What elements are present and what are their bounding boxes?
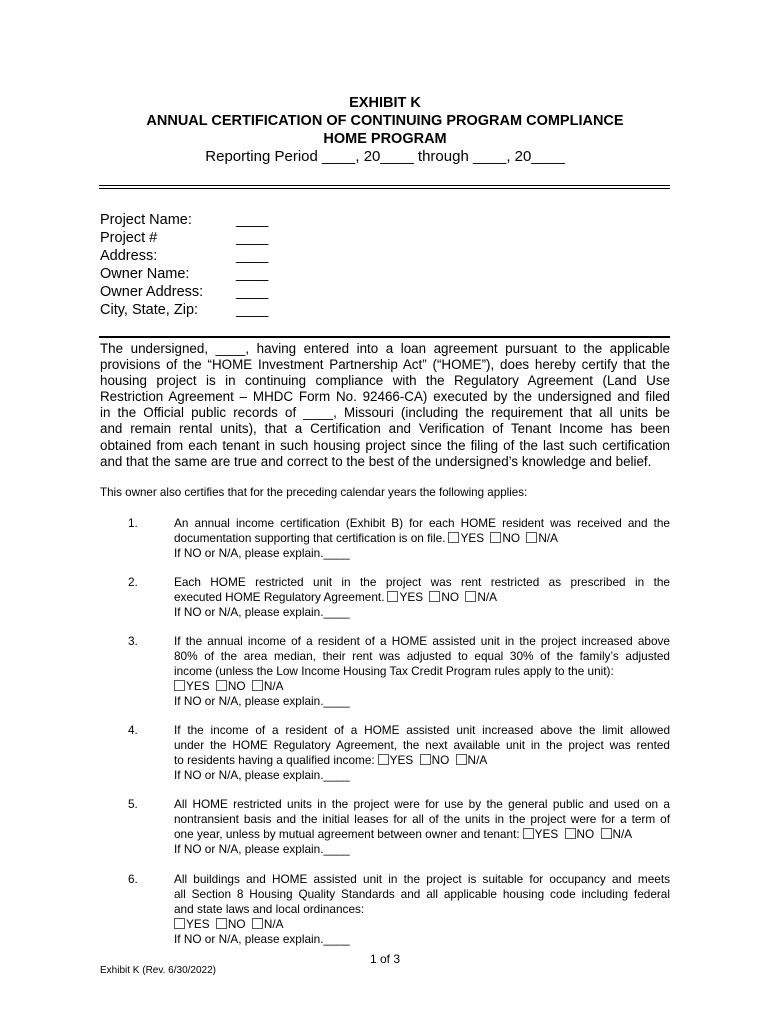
field-owner-name-label: Owner Name: bbox=[100, 266, 190, 282]
item-5 bbox=[174, 797, 670, 857]
na-label: N/A bbox=[477, 590, 498, 604]
na-label: N/A bbox=[263, 679, 284, 693]
item-text: under the HOME Regulatory Agreement, the next available unit in the project was rented bbox=[174, 738, 670, 752]
na-label: N/A bbox=[538, 531, 559, 545]
explain-text[interactable]: If NO or N/A, please explain.____ bbox=[174, 932, 350, 946]
yes-label: YES bbox=[389, 753, 414, 767]
field-project-name-value[interactable]: ____ bbox=[236, 212, 269, 228]
item-text: All HOME restricted units in the project were for use by the general public and used on a bbox=[174, 797, 670, 811]
item-number: 6. bbox=[128, 872, 138, 886]
yes-label: YES bbox=[186, 679, 210, 693]
no-checkbox[interactable] bbox=[565, 828, 576, 839]
statement-line: provisions of the “HOME Investment Partnership Act” (“HOME”), does hereby certify that the bbox=[100, 357, 670, 373]
explain-text[interactable]: If NO or N/A, please explain.____ bbox=[174, 546, 350, 560]
program-name: HOME PROGRAM bbox=[323, 131, 447, 147]
item-text: All buildings and HOME assisted unit in the project is suitable for occupancy and meets bbox=[174, 872, 670, 886]
yes-label: YES bbox=[534, 827, 559, 841]
item-text: executed HOME Regulatory Agreement. bbox=[174, 590, 385, 604]
item-6 bbox=[174, 872, 670, 947]
no-checkbox[interactable] bbox=[429, 591, 440, 602]
na-checkbox[interactable] bbox=[252, 918, 263, 929]
item-2 bbox=[174, 575, 670, 620]
item-3 bbox=[174, 634, 670, 709]
item-text: If the income of a resident of a HOME assisted unit increased above the limit allowed bbox=[174, 723, 670, 737]
yes-checkbox[interactable] bbox=[523, 828, 534, 839]
item-4 bbox=[174, 723, 670, 783]
no-label: NO bbox=[502, 531, 521, 545]
item-text: An annual income certification (Exhibit B) for each HOME resident was received and the bbox=[174, 516, 670, 530]
no-label: NO bbox=[227, 917, 246, 931]
yes-checkbox[interactable] bbox=[174, 918, 185, 929]
explain-text[interactable]: If NO or N/A, please explain.____ bbox=[174, 605, 350, 619]
options-row bbox=[174, 679, 670, 694]
no-checkbox[interactable] bbox=[216, 918, 227, 929]
item-number: 3. bbox=[128, 634, 138, 648]
statement-line: obtained from each tenant in such housing project since the filing of the last such certification bbox=[100, 437, 670, 453]
item-1 bbox=[174, 516, 670, 561]
item-text-with-options bbox=[174, 590, 670, 605]
yes-checkbox[interactable] bbox=[448, 532, 459, 543]
no-checkbox[interactable] bbox=[490, 532, 501, 543]
item-text: documentation supporting that certification is on file. bbox=[174, 531, 446, 545]
na-checkbox[interactable] bbox=[252, 680, 263, 691]
exhibit-label: EXHIBIT K bbox=[349, 95, 421, 111]
item-number: 5. bbox=[128, 797, 138, 811]
na-checkbox[interactable] bbox=[601, 828, 612, 839]
no-checkbox[interactable] bbox=[216, 680, 227, 691]
item-number: 2. bbox=[128, 575, 138, 589]
statement-line: and that the same are true and correct to the best of the undersigned’s knowledge and belief. bbox=[100, 453, 652, 469]
field-owner-address-label: Owner Address: bbox=[100, 284, 204, 300]
explain-text[interactable]: If NO or N/A, please explain.____ bbox=[174, 694, 350, 708]
options-row bbox=[174, 917, 670, 932]
item-text-with-options bbox=[174, 827, 670, 842]
no-label: NO bbox=[441, 590, 460, 604]
statement-rule bbox=[99, 336, 670, 338]
explain-text[interactable]: If NO or N/A, please explain.____ bbox=[174, 842, 350, 856]
intro-text: This owner also certifies that for the preceding calendar years the following applies: bbox=[100, 486, 528, 499]
field-city-state-zip-label: City, State, Zip: bbox=[100, 302, 199, 318]
document-title: ANNUAL CERTIFICATION OF CONTINUING PROGRAM COMPLIANCE bbox=[146, 113, 624, 129]
item-text: and state laws and local ordinances: bbox=[174, 902, 365, 916]
no-label: NO bbox=[431, 753, 450, 767]
page-number: 1 of 3 bbox=[369, 952, 401, 966]
field-address-label: Address: bbox=[100, 248, 158, 264]
na-label: N/A bbox=[467, 753, 488, 767]
field-address-value[interactable]: ____ bbox=[236, 248, 269, 264]
yes-label: YES bbox=[399, 590, 424, 604]
statement-line: in the Official public records of ____, Missouri (including the requirement that all units be bbox=[100, 405, 670, 421]
item-text: income (unless the Low Income Housing Tax Credit Program rules apply to the unit): bbox=[174, 664, 614, 678]
header-rule-bottom bbox=[99, 188, 670, 189]
na-checkbox[interactable] bbox=[456, 754, 467, 765]
field-project-name-label: Project Name: bbox=[100, 212, 192, 228]
field-project-number-value[interactable]: ____ bbox=[236, 230, 269, 246]
item-text: Each HOME restricted unit in the project was rent restricted as prescribed in the bbox=[174, 575, 670, 589]
reporting-period: Reporting Period ____, 20____ through ____, 20____ bbox=[205, 148, 565, 165]
yes-label: YES bbox=[186, 917, 210, 931]
field-project-number-label: Project # bbox=[100, 230, 158, 246]
field-owner-address-value[interactable]: ____ bbox=[236, 284, 269, 300]
yes-checkbox[interactable] bbox=[378, 754, 389, 765]
no-label: NO bbox=[227, 679, 246, 693]
item-text: 80% of the area median, their rent was adjusted to equal 30% of the family’s adjusted bbox=[174, 649, 670, 663]
field-owner-name-value[interactable]: ____ bbox=[236, 266, 269, 282]
item-text: If the annual income of a resident of a HOME assisted unit in the project increased above bbox=[174, 634, 670, 648]
na-checkbox[interactable] bbox=[526, 532, 537, 543]
statement-line: and remain rental units), that a Certification and Verification of Tenant Income has been bbox=[100, 421, 670, 437]
yes-label: YES bbox=[460, 531, 485, 545]
statement-line: housing project is in continuing compliance with the Regulatory Agreement (Land Use bbox=[100, 373, 670, 389]
item-number: 1. bbox=[128, 516, 138, 530]
certification-statement bbox=[100, 341, 670, 470]
item-text: to residents having a qualified income: bbox=[174, 753, 375, 767]
item-text: all Section 8 Housing Quality Standards and all applicable housing code including federal bbox=[174, 887, 670, 901]
na-label: N/A bbox=[612, 827, 633, 841]
na-label: N/A bbox=[263, 917, 284, 931]
statement-line: Restriction Agreement – MHDC Form No. 92466-CA) executed by the undersigned and filed bbox=[100, 389, 670, 405]
statement-line: The undersigned, ____, having entered into a loan agreement pursuant to the applicable bbox=[100, 341, 670, 356]
item-text: nontransient basis and the initial leases for all of the units in the project were for a term of bbox=[174, 812, 670, 826]
item-text-with-options bbox=[174, 531, 670, 546]
field-city-state-zip-value[interactable]: ____ bbox=[236, 302, 269, 318]
explain-text[interactable]: If NO or N/A, please explain.____ bbox=[174, 768, 350, 782]
na-checkbox[interactable] bbox=[465, 591, 476, 602]
yes-checkbox[interactable] bbox=[387, 591, 398, 602]
item-text-with-options bbox=[174, 753, 670, 768]
no-label: NO bbox=[576, 827, 595, 841]
header-rule-top bbox=[99, 185, 670, 186]
item-text: one year, unless by mutual agreement between owner and tenant: bbox=[174, 827, 520, 841]
no-checkbox[interactable] bbox=[420, 754, 431, 765]
yes-checkbox[interactable] bbox=[174, 680, 185, 691]
revision-note: Exhibit K (Rev. 6/30/2022) bbox=[100, 965, 216, 976]
item-number: 4. bbox=[128, 723, 138, 737]
